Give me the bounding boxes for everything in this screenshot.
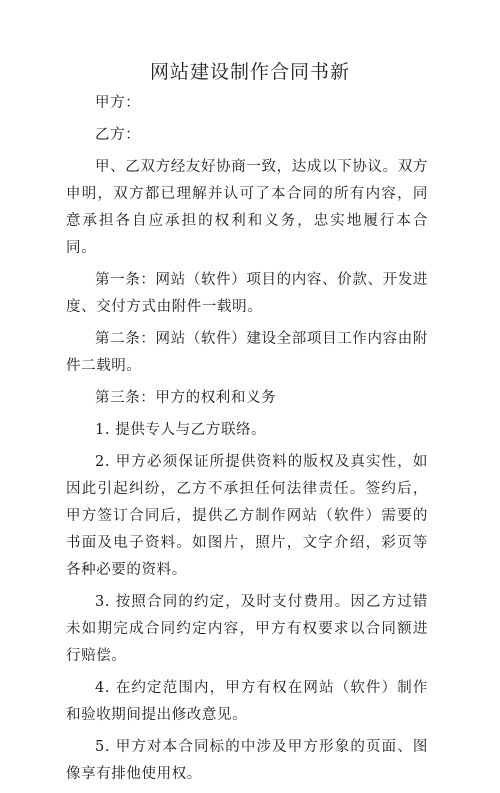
article-3-heading: 第三条：甲方的权利和义务 bbox=[95, 390, 277, 406]
document-body bbox=[66, 90, 428, 793]
clause-3: 3. 按照合同的约定，及时支付费用。因乙方过错未如期完成合同约定内容，甲方有权要求以合同额进行赔偿。 bbox=[66, 594, 428, 664]
clause-1: 1. 提供专人与乙方联络。 bbox=[95, 422, 267, 438]
clause-5: 5. 甲方对本合同标的中涉及甲方形象的页面、图像享有排他使用权。 bbox=[66, 739, 428, 782]
clause-4: 4. 在约定范围内，甲方有权在网站（软件）制作和验收期间提出修改意见。 bbox=[66, 680, 428, 723]
party-a-label: 甲方： bbox=[95, 95, 141, 111]
document-title: 网站建设制作合同书新 bbox=[149, 61, 350, 83]
party-b-label: 乙方： bbox=[95, 127, 141, 143]
clause-2: 2. 甲方必须保证所提供资料的版权及真实性，如因此引起纠纷，乙方不承担任何法律责任。签约后，甲方签订合同后，提供乙方制作网站（软件）需要的书面及电子资料。如图片，照片，文字介绍，彩页等各种必要的资料。 bbox=[66, 454, 428, 578]
article-1: 第一条：网站（软件）项目的内容、价款、开发进度、交付方式由附件一载明。 bbox=[66, 272, 428, 315]
article-2: 第二条：网站（软件）建设全部项目工作内容由附件二载明。 bbox=[66, 331, 428, 374]
preamble-paragraph: 甲、乙双方经友好协商一致，达成以下协议。双方申明，双方都已理解并认可了本合同的所有内容，同意承担各自应承担的权利和义务，忠实地履行本合同。 bbox=[66, 159, 428, 256]
